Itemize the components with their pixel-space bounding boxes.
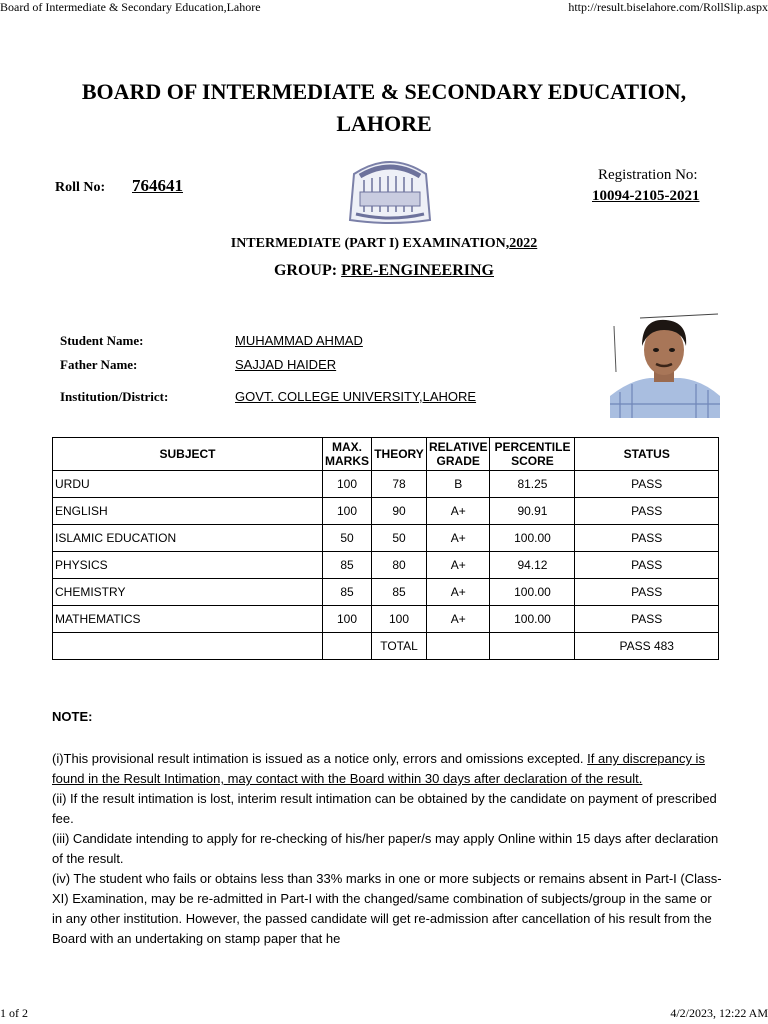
col-percentile-score: PERCENTILE SCORE	[490, 438, 575, 471]
note-iv: (iv) The student who fails or obtains less than 33% marks in one or more subjects or remains absent in Part-I (Class-XI) Examination, may be re-admitted in Part-I with the changed/same combination of subjects/group in the same or in any other institution. However, the passed candidate will get re-admission after cancellation of his result from the Board with an undertaking on stamp paper that he	[52, 871, 722, 946]
board-title	[40, 76, 728, 140]
subject-cell: ENGLISH	[53, 498, 323, 525]
registration-number: 10094-2105-2021	[592, 188, 700, 204]
group-label: GROUP:	[273, 262, 338, 279]
registration-label: Registration No:	[598, 167, 698, 183]
max-marks-cell: 85	[323, 552, 372, 579]
subject-cell: URDU	[53, 471, 323, 498]
grade-cell: A+	[427, 606, 490, 633]
theory-cell: 90	[372, 498, 427, 525]
percentile-cell: 100.00	[490, 525, 575, 552]
status-cell: PASS	[575, 525, 719, 552]
group-value: PRE-ENGINEERING	[341, 262, 494, 279]
table-row	[53, 498, 719, 525]
note-i-text: (i)This provisional result intimation is issued as a notice only, errors and omissions excepted.	[52, 751, 588, 766]
roll-number: 764641	[132, 176, 183, 195]
page-number: 1 of 2	[0, 1006, 28, 1020]
print-timestamp: 4/2/2023, 12:22 AM	[670, 1006, 768, 1020]
col-max-marks: MAX. MARKS	[323, 438, 372, 471]
total-row	[53, 633, 719, 660]
max-marks-cell: 85	[323, 579, 372, 606]
note-i-underlined: If any discrepancy is found in the Result Intimation, may contact with the Board within 30 days after declaration of the result.	[52, 751, 705, 786]
max-marks-cell: 100	[323, 606, 372, 633]
status-cell: PASS	[575, 471, 719, 498]
status-cell: PASS	[575, 498, 719, 525]
father-name: SAJJAD HAIDER	[235, 357, 337, 372]
table-row	[53, 552, 719, 579]
theory-cell: 85	[372, 579, 427, 606]
notes-section	[52, 749, 722, 949]
status-cell: PASS	[575, 606, 719, 633]
board-title-line1: BOARD OF INTERMEDIATE & SECONDARY EDUCATION,	[81, 79, 687, 104]
subject-cell: CHEMISTRY	[53, 579, 323, 606]
col-subject: SUBJECT	[53, 438, 323, 471]
status-cell: PASS	[575, 579, 719, 606]
total-empty-cell	[53, 633, 323, 660]
institution-label: Institution/District:	[60, 389, 169, 404]
total-empty-cell	[323, 633, 372, 660]
percentile-cell: 100.00	[490, 579, 575, 606]
col-theory: THEORY	[372, 438, 427, 471]
marks-table-header	[53, 438, 719, 471]
percentile-cell: 100.00	[490, 606, 575, 633]
student-photo	[610, 312, 720, 418]
grade-cell: A+	[427, 498, 490, 525]
theory-cell: 50	[372, 525, 427, 552]
note-i	[52, 749, 722, 789]
percentile-cell: 90.91	[490, 498, 575, 525]
theory-cell: 78	[372, 471, 427, 498]
table-row	[53, 471, 719, 498]
theory-cell: 100	[372, 606, 427, 633]
total-label: TOTAL	[372, 633, 427, 660]
grade-cell: A+	[427, 579, 490, 606]
institution: GOVT. COLLEGE UNIVERSITY,LAHORE	[235, 389, 477, 404]
status-cell: PASS	[575, 552, 719, 579]
table-row	[53, 525, 719, 552]
exam-title	[0, 236, 768, 252]
roll-label: Roll No:	[55, 180, 106, 195]
col-relative-grade: RELATIVE GRADE	[427, 438, 490, 471]
subject-cell: PHYSICS	[53, 552, 323, 579]
max-marks-cell: 50	[323, 525, 372, 552]
percentile-cell: 94.12	[490, 552, 575, 579]
total-value: PASS 483	[575, 633, 719, 660]
student-name-label: Student Name:	[60, 333, 144, 348]
grade-cell: A+	[427, 525, 490, 552]
grade-cell: B	[427, 471, 490, 498]
board-title-line2: LAHORE	[336, 111, 432, 136]
exam-year: 2022	[509, 236, 538, 251]
total-empty-cell	[427, 633, 490, 660]
max-marks-cell: 100	[323, 471, 372, 498]
theory-cell: 80	[372, 552, 427, 579]
note-ii: (ii) If the result intimation is lost, interim result intimation can be obtained by the candidate on payment of prescribed fee.	[52, 791, 717, 826]
group-line	[0, 262, 768, 280]
note-heading: NOTE:	[52, 709, 93, 724]
grade-cell: A+	[427, 552, 490, 579]
student-name: MUHAMMAD AHMAD	[235, 333, 363, 348]
browser-header-title: Board of Intermediate & Secondary Education,Lahore	[0, 0, 261, 14]
max-marks-cell: 100	[323, 498, 372, 525]
col-status: STATUS	[575, 438, 719, 471]
percentile-cell: 81.25	[490, 471, 575, 498]
subject-cell: MATHEMATICS	[53, 606, 323, 633]
father-name-label: Father Name:	[60, 357, 138, 372]
browser-header-url: http://result.biselahore.com/RollSlip.aspx	[568, 0, 768, 14]
marks-table	[52, 437, 719, 660]
note-iii: (iii) Candidate intending to apply for re-checking of his/her paper/s may apply Online within 15 days after declaration of the result.	[52, 831, 719, 866]
subject-cell: ISLAMIC EDUCATION	[53, 525, 323, 552]
table-row	[53, 579, 719, 606]
exam-title-text: INTERMEDIATE (PART I) EXAMINATION,	[230, 236, 510, 251]
board-logo-icon	[346, 150, 434, 226]
total-empty-cell	[490, 633, 575, 660]
table-row	[53, 606, 719, 633]
